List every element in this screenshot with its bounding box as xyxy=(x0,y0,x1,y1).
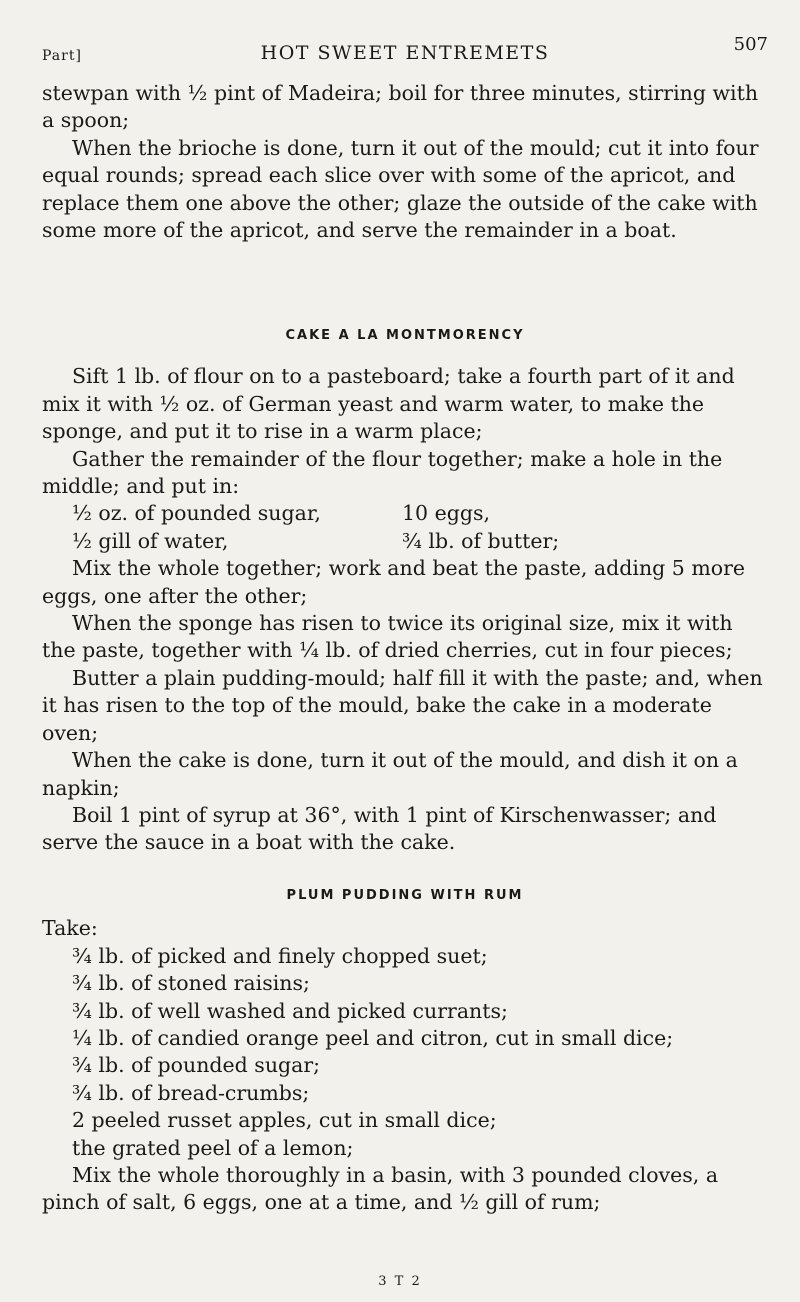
running-header xyxy=(42,34,768,64)
ingredient-list xyxy=(42,943,768,1162)
list-item: ¾ lb. of bread-crumbs; xyxy=(72,1080,310,1105)
list-item: 2 peeled russet apples, cut in small dice; xyxy=(72,1108,497,1133)
paragraph: Gather the remainder of the flour together; make a hole in the middle; and put in: xyxy=(42,446,723,499)
part-label: Part] xyxy=(42,48,82,64)
list-item: ¾ lb. of pounded sugar; xyxy=(72,1053,321,1078)
paragraph: Sift 1 lb. of flour on to a pasteboard; take a fourth part of it and mix it with ½ oz. of German yeast and warm water, to make the sponge, and put it to rise in a warm place; xyxy=(42,364,735,444)
recipe-title: CAKE A LA MONTMORENCY xyxy=(285,328,525,343)
page-number: 507 xyxy=(733,34,768,55)
paragraph: When the cake is done, turn it out of the mould, and dish it on a napkin; xyxy=(42,748,738,800)
intro-block xyxy=(42,80,768,244)
paragraph: Butter a plain pudding-mould; half fill it with the paste; and, when it has risen to the top of the mould, bake the cake in a moderate oven; xyxy=(42,665,763,745)
recipe-cake-montmorency xyxy=(42,322,768,857)
list-item: ¾ lb. of stoned raisins; xyxy=(72,971,310,996)
list-item: ¼ lb. of candied orange peel and citron, cut in small dice; xyxy=(72,1026,674,1051)
take-label: Take: xyxy=(42,916,98,941)
list-item: ¾ lb. of well washed and picked currants; xyxy=(72,998,508,1023)
list-item: ¾ lb. of picked and finely chopped suet; xyxy=(72,943,488,968)
ingredient: ½ oz. of pounded sugar, xyxy=(72,501,321,526)
ingredient: ½ gill of water, xyxy=(72,528,229,553)
ingredient: 10 eggs, xyxy=(402,501,491,526)
paragraph: Mix the whole together; work and beat the paste, adding 5 more eggs, one after the other; xyxy=(42,556,746,608)
intro-paragraph: When the brioche is done, turn it out of the mould; cut it into four equal rounds; spread each slice over with some of the apricot, and replace them one above the other; glaze the outside of the cake with some more of the apricot, and serve the remainder in a boat. xyxy=(42,135,759,243)
paragraph: Mix the whole thoroughly in a basin, with 3 pounded cloves, a pinch of salt, 6 eggs, one at a time, and ½ gill of rum; xyxy=(42,1163,719,1215)
running-title: HOT SWEET ENTREMETS xyxy=(260,42,550,64)
ingredient-columns xyxy=(42,500,768,555)
ingredient: ¾ lb. of butter; xyxy=(402,528,560,553)
recipe-title: PLUM PUDDING WITH RUM xyxy=(286,888,524,903)
recipe-plum-pudding xyxy=(42,882,768,1217)
paragraph: When the sponge has risen to twice its original size, mix it with the paste, together with ¼ lb. of dried cherries, cut in four pieces; xyxy=(42,611,733,663)
list-item: the grated peel of a lemon; xyxy=(72,1135,354,1160)
intro-line: stewpan with ½ pint of Madeira; boil for three minutes, stirring with a spoon; xyxy=(42,81,759,133)
signature-mark: 3 T 2 xyxy=(378,1274,422,1289)
paragraph: Boil 1 pint of syrup at 36°, with 1 pint of Kirschenwasser; and serve the sauce in a boat with the cake. xyxy=(42,802,717,855)
